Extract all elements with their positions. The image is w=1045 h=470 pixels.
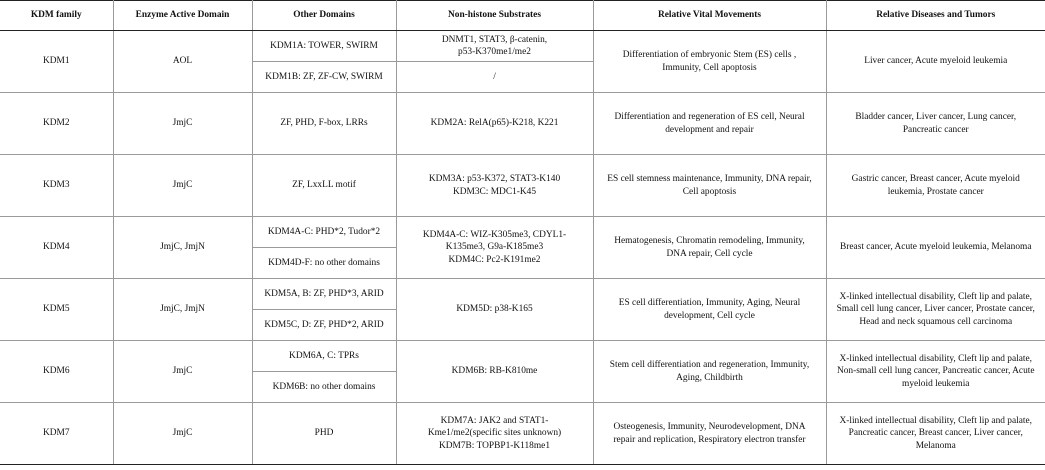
cell-kdm2-movements (593, 93, 826, 155)
text-line: Non-small cell lung cancer, Pancreatic cancer, Acute (836, 366, 1035, 377)
text-line: Cell apoptosis (682, 186, 737, 197)
cell-kdm1-other-a: KDM1A: TOWER, SWIRM (252, 31, 396, 62)
table-row-kdm6 (0, 341, 1045, 372)
cell-kdm4-diseases (826, 217, 1045, 279)
cell-kdm7-substrates (396, 403, 593, 465)
cell-kdm1-diseases (826, 31, 1045, 93)
cell-kdm6-active: JmjC (113, 341, 252, 403)
table-row-kdm7 (0, 403, 1045, 465)
cell-kdm4-other-a: KDM4A-C: PHD*2, Tudor*2 (252, 217, 396, 248)
cell-kdm6-movements (593, 341, 826, 403)
cell-kdm5-other-b: KDM5C, D: ZF, PHD*2, ARID (252, 310, 396, 341)
cell-kdm6-diseases (826, 341, 1045, 403)
cell-kdm1-substrates-b: / (396, 62, 593, 93)
text-line: development, Cell cycle (664, 310, 755, 321)
cell-kdm5-active: JmjC, JmjN (113, 279, 252, 341)
cell-kdm4-active: JmjC, JmjN (113, 217, 252, 279)
cell-kdm3-active: JmjC (113, 155, 252, 217)
table-row-kdm3 (0, 155, 1045, 217)
text-line: Small cell lung cancer, Liver cancer, Prostate cancer, (836, 304, 1035, 315)
cell-kdm1-family: KDM1 (0, 31, 113, 93)
cell-kdm2-diseases (826, 93, 1045, 155)
cell-kdm5-diseases (826, 279, 1045, 341)
text-line: ES cell stemness maintenance, Immunity, DNA repair, (607, 174, 812, 185)
text-line: myeloid leukemia (902, 378, 970, 389)
cell-kdm1-other-b: KDM1B: ZF, ZF-CW, SWIRM (252, 62, 396, 93)
text-line: KDM3A: p53-K372, STAT3-K140 (428, 174, 561, 185)
text-line: KDM4C: Pc2-K191me2 (448, 254, 541, 265)
cell-kdm3-movements (593, 155, 826, 217)
text-line: X-linked intellectual disability, Cleft lip and palate, (839, 354, 1033, 365)
cell-kdm7-family: KDM7 (0, 403, 113, 465)
text-line: Aging, Childbirth (676, 372, 743, 383)
text-line: KDM7B: TOPBP1-K118me1 (438, 440, 551, 451)
text-line: X-linked intellectual disability, Cleft lip and palate, (839, 292, 1033, 303)
text-line: Gastric cancer, Breast cancer, Acute myeloid (851, 174, 1020, 185)
cell-kdm7-other: PHD (252, 403, 396, 465)
text-line: KDM3C: MDC1-K45 (452, 186, 537, 197)
text-line: KDM6B: RB-K810me (451, 366, 538, 377)
cell-kdm7-active: JmjC (113, 403, 252, 465)
cell-kdm3-family: KDM3 (0, 155, 113, 217)
text-line: K135me3, G9a-K185me3 (445, 242, 544, 253)
cell-kdm4-movements (593, 217, 826, 279)
cell-kdm1-active: AOL (113, 31, 252, 93)
table-header-row (0, 1, 1045, 31)
text-line: Hematogenesis, Chromatin remodeling, Immunity, (614, 236, 805, 247)
text-line: repair and replication, Respiratory electron transfer (613, 434, 806, 445)
cell-kdm5-movements (593, 279, 826, 341)
header-relative-diseases-tumors: Relative Diseases and Tumors (826, 1, 1045, 31)
cell-kdm4-family: KDM4 (0, 217, 113, 279)
header-enzyme-active-domain: Enzyme Active Domain (113, 1, 252, 31)
cell-kdm7-diseases (826, 403, 1045, 465)
text-line: Liver cancer, Acute myeloid leukemia (864, 56, 1008, 67)
text-line: Head and neck squamous cell carcinoma (859, 316, 1013, 327)
text-line: Pancreatic cancer, Breast cancer, Liver cancer, (848, 428, 1023, 439)
text-line: leukemia, Prostate cancer (887, 186, 984, 197)
text-line: DNMT1, STAT3, β-catenin, (441, 34, 548, 45)
table-row-kdm4 (0, 217, 1045, 248)
table-row-kdm2 (0, 93, 1045, 155)
text-line: KDM7A: JAK2 and STAT1- (440, 416, 549, 427)
text-line: ES cell differentiation, Immunity, Aging, Neural (618, 298, 801, 309)
text-line: DNA repair, Cell cycle (666, 248, 753, 259)
text-line: Kme1/me2(specific sites unknown) (427, 428, 562, 439)
cell-kdm5-family: KDM5 (0, 279, 113, 341)
text-line: KDM2A: RelA(p65)-K218, K221 (430, 118, 559, 129)
cell-kdm1-movements (593, 31, 826, 93)
cell-kdm6-other-a: KDM6A, C: TPRs (252, 341, 396, 372)
text-line: Melanoma (915, 440, 956, 451)
cell-kdm4-substrates (396, 217, 593, 279)
cell-kdm2-family: KDM2 (0, 93, 113, 155)
text-line: KDM5D: p38-K165 (456, 304, 533, 315)
cell-kdm1-substrates-a (396, 31, 593, 62)
text-line: X-linked intellectual disability, Cleft lip and palate, (839, 416, 1033, 427)
cell-kdm6-substrates (396, 341, 593, 403)
cell-kdm2-substrates (396, 93, 593, 155)
cell-kdm4-other-b: KDM4D-F: no other domains (252, 248, 396, 279)
cell-kdm3-substrates (396, 155, 593, 217)
header-kdm-family: KDM family (0, 1, 113, 31)
header-other-domains: Other Domains (252, 1, 396, 31)
text-line: Bladder cancer, Liver cancer, Lung cancer, (855, 112, 1017, 123)
text-line: development and repair (665, 124, 754, 135)
text-line: KDM4A-C: WIZ-K305me3, CDYL1- (422, 230, 567, 241)
text-line: Osteogenesis, Immunity, Neurodevelopment, DNA (613, 422, 806, 433)
header-non-histone-substrates: Non-histone Substrates (396, 1, 593, 31)
text-line: p53-K370me1/me2 (458, 47, 531, 57)
header-relative-vital-movements: Relative Vital Movements (593, 1, 826, 31)
text-line: Immunity, Cell apoptosis (662, 62, 757, 73)
cell-kdm6-other-b: KDM6B: no other domains (252, 372, 396, 403)
cell-kdm2-other: ZF, PHD, F-box, LRRs (252, 93, 396, 155)
text-line: Pancreatic cancer (902, 124, 969, 135)
cell-kdm3-other: ZF, LxxLL motif (252, 155, 396, 217)
cell-kdm2-active: JmjC (113, 93, 252, 155)
table-row-kdm5 (0, 279, 1045, 310)
cell-kdm6-family: KDM6 (0, 341, 113, 403)
text-line: Differentiation of embryonic Stem (ES) cells , (622, 50, 797, 61)
cell-kdm7-movements (593, 403, 826, 465)
cell-kdm5-substrates (396, 279, 593, 341)
text-line: Stem cell differentiation and regeneration, Immunity, (609, 360, 810, 371)
text-line: Differentiation and regeneration of ES cell, Neural (614, 112, 805, 123)
text-line: Breast cancer, Acute myeloid leukemia, Melanoma (840, 242, 1032, 253)
cell-kdm3-diseases (826, 155, 1045, 217)
table-row-kdm1 (0, 31, 1045, 62)
cell-kdm5-other-a: KDM5A, B: ZF, PHD*3, ARID (252, 279, 396, 310)
